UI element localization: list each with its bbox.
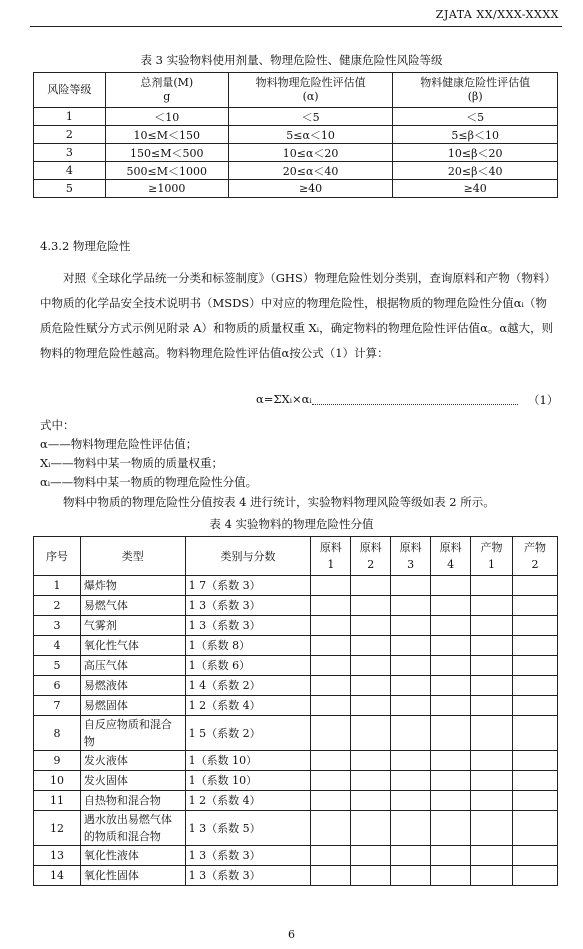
table-row — [34, 576, 558, 596]
empty-score-cell[interactable] — [351, 771, 391, 791]
hazard-type: 发火液体 — [80, 751, 185, 771]
category-score: 1 2（系数 4） — [185, 696, 311, 716]
table-cell: ＜5 — [393, 108, 558, 126]
empty-score-cell[interactable] — [512, 596, 557, 616]
empty-score-cell[interactable] — [311, 811, 351, 846]
row-number: 10 — [34, 771, 81, 791]
empty-score-cell[interactable] — [471, 696, 513, 716]
empty-score-cell[interactable] — [512, 866, 557, 886]
empty-score-cell[interactable] — [471, 791, 513, 811]
column-header: 物料健康危险性评估值 (β) — [393, 73, 558, 108]
table-row — [34, 656, 558, 676]
table3-caption: 表 3 实验物料使用剂量、物理危险性、健康危险性风险等级 — [140, 53, 443, 67]
paragraph-intro: 对照《全球化学品统一分类和标签制度》（GHS）物理危险性划分类别，查询原料和产物（物料）中物质的化学品安全技术说明书（MSDS）中对应的物理危险性，根据物质的物理危险性分值αᵢ（物质危险性赋分方式示例见附录 A）和物质的质量权重 Xᵢ，确定物料的物理危险性评估值α。α越大，则物料的物理危险性越高。物料物理危险性评估值α按公式（1）计算： — [40, 271, 554, 360]
column-header: 产物 1 — [471, 537, 513, 576]
empty-score-cell[interactable] — [391, 771, 431, 791]
empty-score-cell[interactable] — [391, 751, 431, 771]
column-header: 原料 1 — [311, 537, 351, 576]
category-score: 1 3（系数 5） — [185, 811, 311, 846]
empty-score-cell[interactable] — [512, 656, 557, 676]
table-row — [34, 180, 558, 198]
empty-score-cell[interactable] — [431, 751, 471, 771]
empty-score-cell[interactable] — [391, 716, 431, 751]
table-cell: 1 — [34, 108, 106, 126]
row-number: 12 — [34, 811, 81, 846]
header-rule — [30, 26, 562, 27]
empty-score-cell[interactable] — [391, 811, 431, 846]
table4-caption: 表 4 实验物料的物理危险性分值 — [209, 517, 374, 531]
hazard-type: 氧化性气体 — [80, 636, 185, 656]
empty-score-cell[interactable] — [311, 791, 351, 811]
empty-score-cell[interactable] — [431, 811, 471, 846]
empty-score-cell[interactable] — [512, 696, 557, 716]
hazard-type: 气雾剂 — [80, 616, 185, 636]
table-cell: ＜10 — [105, 108, 228, 126]
page-number: 6 — [288, 928, 295, 941]
column-header: 物料物理危险性评估值 (α) — [228, 73, 393, 108]
empty-score-cell[interactable] — [391, 596, 431, 616]
table-row — [34, 636, 558, 656]
empty-score-cell[interactable] — [351, 676, 391, 696]
empty-score-cell[interactable] — [471, 676, 513, 696]
empty-score-cell[interactable] — [391, 866, 431, 886]
formula-leader-dots — [312, 392, 518, 405]
empty-score-cell[interactable] — [311, 771, 351, 791]
column-header: 原料 4 — [431, 537, 471, 576]
table-row — [34, 716, 558, 751]
table-cell: 5 — [34, 180, 106, 198]
empty-score-cell[interactable] — [512, 771, 557, 791]
physical-hazard-table — [33, 536, 558, 886]
column-header: 风险等级 — [34, 73, 106, 108]
empty-score-cell[interactable] — [512, 576, 557, 596]
table-row — [34, 771, 558, 791]
empty-score-cell[interactable] — [351, 751, 391, 771]
table-cell: 20≤α＜40 — [228, 162, 393, 180]
empty-score-cell[interactable] — [512, 751, 557, 771]
table-cell: 5≤β＜10 — [393, 126, 558, 144]
empty-score-cell[interactable] — [512, 846, 557, 866]
category-score: 1（系数 10） — [185, 771, 311, 791]
category-score: 1 5（系数 2） — [185, 716, 311, 751]
table-row — [34, 846, 558, 866]
table-cell: 10≤β＜20 — [393, 144, 558, 162]
row-number: 1 — [34, 576, 81, 596]
empty-score-cell[interactable] — [471, 616, 513, 636]
column-header: 类型 — [80, 537, 185, 576]
table-cell: 20≤β＜40 — [393, 162, 558, 180]
hazard-type: 氧化性液体 — [80, 846, 185, 866]
empty-score-cell[interactable] — [431, 616, 471, 636]
empty-score-cell[interactable] — [351, 616, 391, 636]
row-number: 11 — [34, 791, 81, 811]
empty-score-cell[interactable] — [471, 846, 513, 866]
empty-score-cell[interactable] — [512, 676, 557, 696]
column-header: 序号 — [34, 537, 81, 576]
table-cell: ≥40 — [393, 180, 558, 198]
empty-score-cell[interactable] — [311, 866, 351, 886]
empty-score-cell[interactable] — [431, 576, 471, 596]
empty-score-cell[interactable] — [311, 636, 351, 656]
table-row — [34, 811, 558, 846]
table-cell: 4 — [34, 162, 106, 180]
empty-score-cell[interactable] — [311, 616, 351, 636]
hazard-type: 自热物和混合物 — [80, 791, 185, 811]
category-score: 1 3（系数 3） — [185, 866, 311, 886]
empty-score-cell[interactable] — [351, 656, 391, 676]
empty-score-cell[interactable] — [471, 656, 513, 676]
table-row — [34, 596, 558, 616]
section-title: 4.3.2 物理危险性 — [40, 239, 131, 253]
category-score: 1 4（系数 2） — [185, 676, 311, 696]
table-row — [34, 108, 558, 126]
row-number: 14 — [34, 866, 81, 886]
empty-score-cell[interactable] — [471, 751, 513, 771]
row-number: 2 — [34, 596, 81, 616]
table-cell: 150≤M＜500 — [105, 144, 228, 162]
empty-score-cell[interactable] — [351, 636, 391, 656]
column-header: 类别与分数 — [185, 537, 311, 576]
empty-score-cell[interactable] — [512, 636, 557, 656]
column-header: 原料 3 — [391, 537, 431, 576]
category-score: 1（系数 6） — [185, 656, 311, 676]
row-number: 8 — [34, 716, 81, 751]
empty-score-cell[interactable] — [431, 636, 471, 656]
empty-score-cell[interactable] — [391, 576, 431, 596]
empty-score-cell[interactable] — [311, 676, 351, 696]
empty-score-cell[interactable] — [351, 696, 391, 716]
empty-score-cell[interactable] — [351, 791, 391, 811]
table-row — [34, 866, 558, 886]
hazard-type: 易燃固体 — [80, 696, 185, 716]
empty-score-cell[interactable] — [431, 696, 471, 716]
empty-score-cell[interactable] — [311, 596, 351, 616]
definitions-intro: 式中： — [40, 418, 75, 432]
table-cell: ≥40 — [228, 180, 393, 198]
empty-score-cell[interactable] — [351, 866, 391, 886]
empty-score-cell[interactable] — [311, 846, 351, 866]
table-row — [34, 616, 558, 636]
hazard-type: 遇水放出易燃气体的物质和混合物 — [80, 811, 185, 846]
empty-score-cell[interactable] — [512, 716, 557, 751]
category-score: 1（系数 10） — [185, 751, 311, 771]
table-row — [34, 676, 558, 696]
table-cell: 10≤α＜20 — [228, 144, 393, 162]
hazard-type: 易燃液体 — [80, 676, 185, 696]
row-number: 7 — [34, 696, 81, 716]
table-row — [34, 126, 558, 144]
category-score: 1 3（系数 3） — [185, 846, 311, 866]
category-score: 1 2（系数 4） — [185, 791, 311, 811]
empty-score-cell[interactable] — [391, 616, 431, 636]
risk-level-table — [33, 72, 558, 198]
empty-score-cell[interactable] — [391, 636, 431, 656]
table-cell: 2 — [34, 126, 106, 144]
empty-score-cell[interactable] — [431, 716, 471, 751]
table-row — [34, 162, 558, 180]
category-score: 1 7（系数 3） — [185, 576, 311, 596]
empty-score-cell[interactable] — [471, 576, 513, 596]
row-number: 6 — [34, 676, 81, 696]
empty-score-cell[interactable] — [391, 656, 431, 676]
empty-score-cell[interactable] — [391, 791, 431, 811]
empty-score-cell[interactable] — [351, 846, 391, 866]
definition-item: Xᵢ——物料中某一物质的质量权重； — [40, 456, 223, 470]
hazard-type: 易燃气体 — [80, 596, 185, 616]
hazard-type: 自反应物质和混合物 — [80, 716, 185, 751]
paragraph-table-ref: 物料中物质的物理危险性分值按表 4 进行统计，实验物料物理风险等级如表 2 所示。 — [63, 495, 495, 509]
empty-score-cell[interactable] — [471, 771, 513, 791]
table-row — [34, 696, 558, 716]
document-code: ZJATA XX/XXX-XXXX — [435, 8, 559, 21]
category-score: 1 3（系数 3） — [185, 616, 311, 636]
empty-score-cell[interactable] — [351, 596, 391, 616]
empty-score-cell[interactable] — [351, 576, 391, 596]
empty-score-cell[interactable] — [471, 636, 513, 656]
formula-number: （1） — [528, 393, 559, 407]
empty-score-cell[interactable] — [391, 846, 431, 866]
empty-score-cell[interactable] — [431, 771, 471, 791]
table-cell: ≥1000 — [105, 180, 228, 198]
empty-score-cell[interactable] — [471, 596, 513, 616]
definition-item: α——物料物理危险性评估值； — [40, 437, 198, 451]
empty-score-cell[interactable] — [351, 716, 391, 751]
empty-score-cell[interactable] — [311, 716, 351, 751]
column-header: 产物 2 — [512, 537, 557, 576]
table-row — [34, 791, 558, 811]
empty-score-cell[interactable] — [512, 811, 557, 846]
empty-score-cell[interactable] — [431, 676, 471, 696]
empty-score-cell[interactable] — [311, 696, 351, 716]
formula-expression: α=ΣXᵢ×αᵢ — [256, 392, 312, 406]
empty-score-cell[interactable] — [311, 656, 351, 676]
hazard-type: 氧化性固体 — [80, 866, 185, 886]
empty-score-cell[interactable] — [311, 576, 351, 596]
empty-score-cell[interactable] — [512, 791, 557, 811]
table-cell: 3 — [34, 144, 106, 162]
empty-score-cell[interactable] — [391, 696, 431, 716]
category-score: 1 3（系数 3） — [185, 596, 311, 616]
empty-score-cell[interactable] — [431, 596, 471, 616]
row-number: 13 — [34, 846, 81, 866]
row-number: 4 — [34, 636, 81, 656]
empty-score-cell[interactable] — [351, 811, 391, 846]
column-header: 原料 2 — [351, 537, 391, 576]
table-row — [34, 751, 558, 771]
column-header: 总剂量(M) g — [105, 73, 228, 108]
table-cell: 500≤M＜1000 — [105, 162, 228, 180]
hazard-type: 爆炸物 — [80, 576, 185, 596]
empty-score-cell[interactable] — [431, 846, 471, 866]
table-cell: 10≤M＜150 — [105, 126, 228, 144]
empty-score-cell[interactable] — [431, 866, 471, 886]
row-number: 5 — [34, 656, 81, 676]
row-number: 3 — [34, 616, 81, 636]
empty-score-cell[interactable] — [431, 791, 471, 811]
empty-score-cell[interactable] — [471, 811, 513, 846]
hazard-type: 高压气体 — [80, 656, 185, 676]
category-score: 1（系数 8） — [185, 636, 311, 656]
empty-score-cell[interactable] — [431, 656, 471, 676]
empty-score-cell[interactable] — [311, 751, 351, 771]
table-cell: 5≤α＜10 — [228, 126, 393, 144]
hazard-type: 发火固体 — [80, 771, 185, 791]
empty-score-cell[interactable] — [471, 716, 513, 751]
table-cell: ＜5 — [228, 108, 393, 126]
table-header-row — [34, 537, 558, 576]
empty-score-cell[interactable] — [391, 676, 431, 696]
row-number: 9 — [34, 751, 81, 771]
empty-score-cell[interactable] — [471, 866, 513, 886]
table-header-row — [34, 73, 558, 108]
definition-item: αᵢ——物料中某一物质的物理危险性分值。 — [40, 475, 258, 489]
table-row — [34, 144, 558, 162]
empty-score-cell[interactable] — [512, 616, 557, 636]
